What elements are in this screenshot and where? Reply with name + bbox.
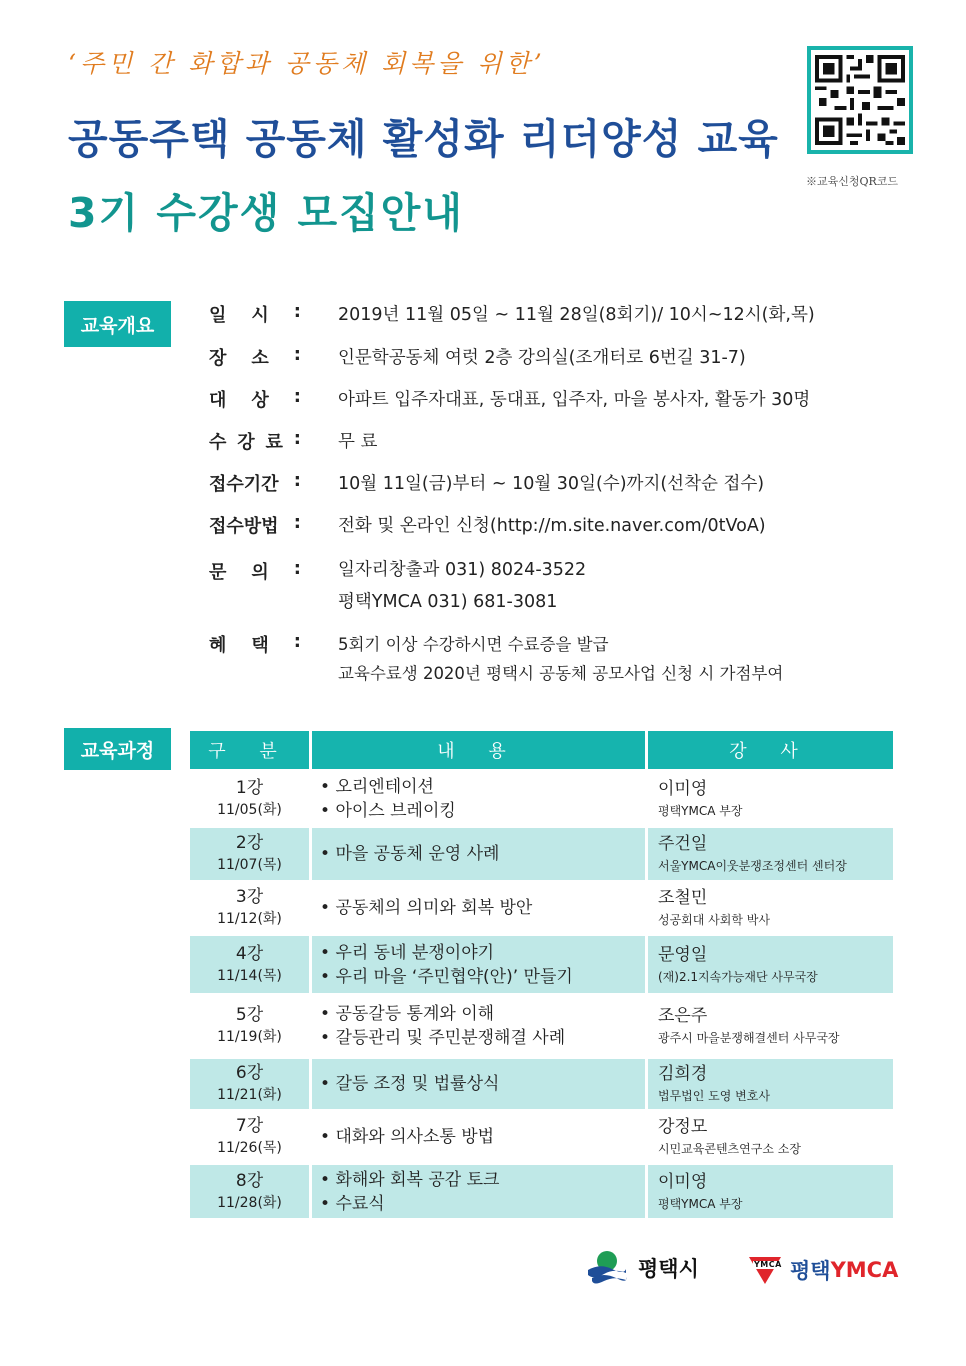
instructor-name: 조철민 (658, 888, 708, 908)
instructor-name: 주건일 (658, 834, 708, 854)
ymca-logo (748, 1255, 898, 1285)
lecture-number: 8강 (235, 1170, 264, 1191)
lecture-number: 5강 (235, 1005, 264, 1025)
course-tag: 교육과정 (64, 728, 171, 770)
info-label-period (209, 470, 301, 496)
info-label-part: 혜 (209, 635, 227, 656)
table-row (190, 936, 893, 993)
info-label-part: 접수방법 (209, 516, 279, 537)
table-row (190, 1059, 893, 1109)
instructor-role: 법무법인 도영 변호사 (658, 1089, 770, 1103)
info-value-date: 2019년 11월 05일 ~ 11월 28일(8회기)/ 10시~12시(화,목) (338, 305, 815, 325)
lecture-number: 3강 (235, 887, 264, 907)
info-label-part: 일 (209, 305, 227, 326)
lecture-date: 11/14(목) (217, 967, 282, 984)
instructor-role: (재)2.1지속가능재단 사무국장 (658, 969, 818, 984)
course-table (187, 731, 896, 1218)
column-header-instructor: 강 사 (648, 731, 893, 769)
lecture-number: 2강 (235, 833, 264, 853)
info-value-contact-1: 일자리창출과 031) 8024-3522 (338, 560, 587, 580)
pyeongtaek-city-logo (586, 1250, 699, 1286)
info-value-fee: 무 료 (338, 432, 378, 452)
tagline: ‘주민 간 화합과 공동체 회복을 위한’ (68, 49, 546, 78)
topic-item: • 갈등 조정 및 법률상식 (320, 1074, 500, 1094)
instructor-name: 조은주 (658, 1006, 708, 1026)
column-header-content: 내 용 (312, 731, 645, 769)
info-value-contact-2: 평택YMCA 031) 681-3081 (338, 592, 558, 612)
topic-item: • 아이스 브레이킹 (320, 800, 456, 821)
instructor-name: 이미영 (658, 1171, 708, 1192)
info-label-part: : (293, 301, 301, 322)
info-label-part: : (293, 428, 301, 449)
lecture-date: 11/12(화) (217, 911, 282, 927)
lecture-date: 11/07(목) (217, 857, 282, 873)
lecture-number: 4강 (235, 943, 264, 964)
info-label-place (209, 344, 301, 370)
info-label-part: 수 (209, 432, 227, 453)
instructor-role: 성공회대 사회학 박사 (658, 913, 770, 927)
info-label-part: 의 (251, 562, 269, 583)
info-label-target (209, 386, 301, 412)
lecture-date: 11/28(화) (217, 1194, 282, 1211)
info-label-part: : (293, 631, 301, 652)
info-label-date (209, 301, 301, 327)
info-value-place: 인문학공동체 여럿 2층 강의실(조개터로 6번길 31-7) (338, 348, 746, 368)
qr-note: ※교육신청QR코드 (806, 175, 899, 188)
ymca-text-b: YMCA (830, 1258, 899, 1282)
lecture-date: 11/21(화) (217, 1087, 282, 1103)
info-label-part: 접수기간 (209, 474, 279, 495)
instructor-name: 김희경 (658, 1064, 708, 1084)
lecture-date: 11/05(화) (217, 801, 282, 818)
table-row (190, 883, 893, 933)
info-label-part: : (293, 386, 301, 407)
info-label-part: 장 (209, 348, 227, 369)
info-label-part: 시 (251, 305, 269, 326)
info-label-part: 대 (209, 390, 227, 411)
info-label-part: : (293, 470, 301, 491)
info-label-part: 상 (251, 390, 269, 411)
instructor-name: 강정모 (658, 1117, 708, 1137)
topic-item: • 우리 동네 분쟁이야기 (320, 942, 495, 963)
pyeongtaek-emblem-icon (586, 1250, 628, 1286)
table-row (190, 828, 893, 880)
topic-item: • 화해와 회복 공감 토크 (320, 1169, 500, 1190)
lecture-date: 11/19(화) (217, 1029, 282, 1045)
lecture-number: 7강 (235, 1116, 264, 1136)
info-value-period: 10월 11일(금)부터 ~ 10월 30일(수)까지(선착순 접수) (338, 474, 765, 494)
instructor-name: 이미영 (658, 778, 708, 799)
topic-item: • 대화와 의사소통 방법 (320, 1127, 495, 1147)
topic-item: • 우리 마을 ‘주민협약(안)’ 만들기 (320, 966, 573, 987)
info-label-part: 강 (237, 432, 255, 453)
instructor-name: 문영일 (658, 944, 708, 965)
info-label-contact (209, 558, 301, 584)
topic-item: • 수료식 (320, 1193, 385, 1214)
page-subtitle: 3기 수강생 모집안내 (68, 189, 464, 237)
lecture-date: 11/26(목) (217, 1140, 282, 1156)
pyeongtaek-city-text: 평택시 (638, 1257, 699, 1281)
info-value-benefit-2: 교육수료생 2020년 평택시 공동체 공모사업 신청 시 가점부여 (338, 664, 784, 683)
page-title: 공동주택 공동체 활성화 리더양성 교육 (68, 115, 779, 163)
info-label-part: 료 (265, 432, 283, 453)
info-label-part: : (293, 558, 301, 579)
lecture-number: 1강 (235, 777, 264, 798)
column-header-category: 구 분 (190, 731, 309, 769)
info-label-part: 문 (209, 562, 227, 583)
info-label-method (209, 512, 301, 538)
instructor-role: 평택YMCA 부장 (658, 1196, 743, 1211)
lecture-number: 6강 (235, 1063, 264, 1083)
overview-tag: 교육개요 (64, 301, 171, 347)
info-label-part: : (293, 512, 301, 533)
qr-code-icon (811, 50, 909, 150)
topic-item: • 공동체의 의미와 회복 방안 (320, 898, 533, 918)
topic-item: • 공동갈등 통계와 이해 (320, 1004, 495, 1024)
info-label-part: 소 (251, 348, 269, 369)
table-row (190, 996, 893, 1056)
info-label-fee (209, 428, 301, 454)
qr-code[interactable] (807, 46, 913, 154)
ymca-text-a: 평택 (790, 1259, 831, 1283)
info-value-target: 아파트 입주자대표, 동대표, 입주자, 마을 봉사자, 활동가 30명 (338, 390, 811, 410)
table-row (190, 772, 893, 825)
ymca-badge-text: YMCA (754, 1260, 782, 1269)
info-label-benefit (209, 631, 301, 657)
topic-item: • 갈등관리 및 주민분쟁해결 사례 (320, 1028, 566, 1048)
table-row (190, 1165, 893, 1218)
info-label-part: 택 (251, 635, 269, 656)
instructor-role: 서울YMCA이웃분쟁조정센터 센터장 (658, 859, 847, 873)
topic-item: • 오리엔테이션 (320, 776, 434, 797)
instructor-role: 시민교육콘텐츠연구소 소장 (658, 1142, 801, 1156)
table-row (190, 1112, 893, 1162)
info-value-benefit-1: 5회기 이상 수강하시면 수료증을 발급 (338, 635, 609, 654)
instructor-role: 평택YMCA 부장 (658, 803, 743, 818)
info-value-method[interactable]: 전화 및 온라인 신청(http://m.site.naver.com/0tVoA) (338, 516, 766, 536)
topic-item: • 마을 공동체 운영 사례 (320, 844, 500, 864)
instructor-role: 광주시 마을분쟁해결센터 사무국장 (658, 1031, 840, 1045)
info-label-part: : (293, 344, 301, 365)
